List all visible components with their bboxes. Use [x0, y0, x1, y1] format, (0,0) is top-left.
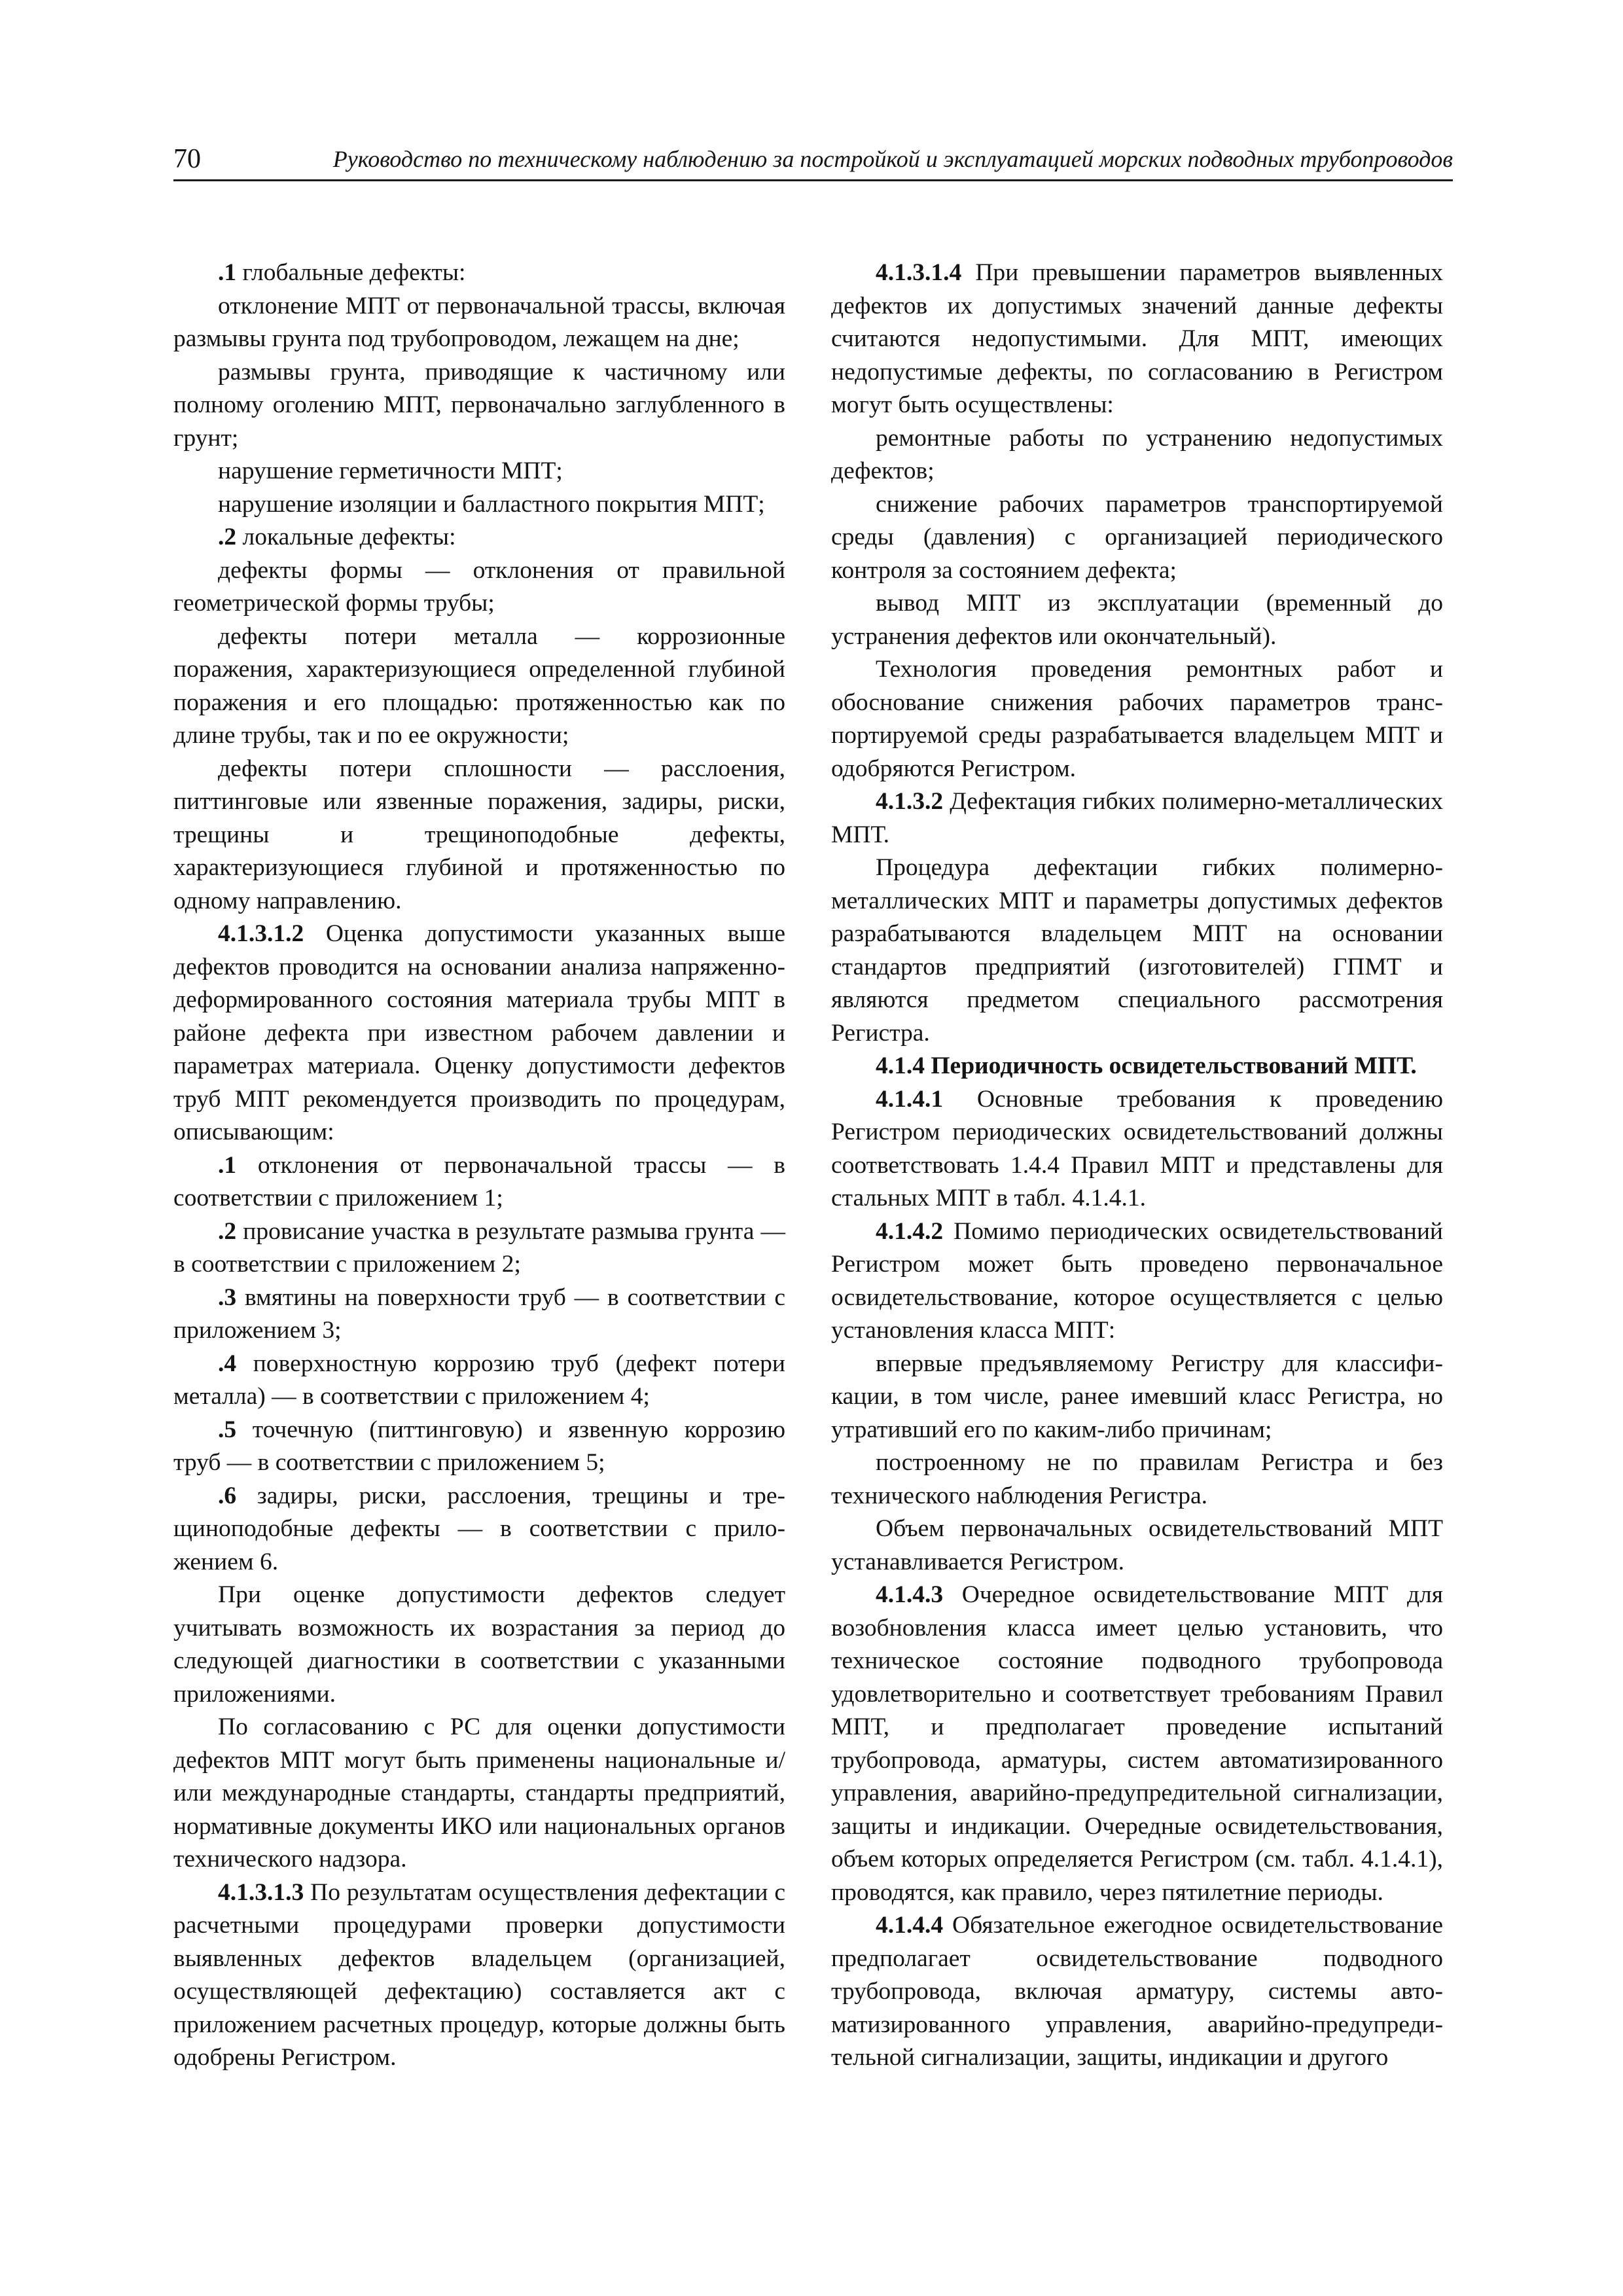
- paragraph: [173, 290, 785, 356]
- paragraph: [831, 1215, 1443, 1348]
- paragraph: [173, 455, 785, 488]
- paragraph: [831, 653, 1443, 785]
- paragraph: [831, 785, 1443, 852]
- clause-number: 4.1.4.1: [876, 1085, 944, 1113]
- clause-number: 4.1.3.1.4: [876, 259, 962, 286]
- paragraph: [173, 1149, 785, 1215]
- paragraph-text: ремонтные работы по устранению недопустимых дефектов;: [831, 424, 1443, 484]
- paragraph-text: По согласованию с РС для оценки допустимости дефектов МПТ могут быть применены национальные и/или международные стандарты, стандарты предприятий, нормативные документы ИКО или национальных органов технического надзора.: [173, 1713, 785, 1873]
- paragraph-text: По результатам осуществления дефектации с расчетными процедурами проверки допустимости выявленных дефектов владельцем (организацией, осуществляющей дефектацию) составляется акт с приложением расчетных процедур, которые должны быть одобрены Регистром.: [173, 1878, 785, 2071]
- paragraph-text: Обязательное ежегодное освидетельствование предполагает освидетельствование подводного трубопровода, включая арматуру, системы автоматизированного управления, аварийно-предупредительной сигнализации, защиты, индикации и другого: [831, 1912, 1443, 2071]
- paragraph: [173, 1711, 785, 1876]
- paragraph: [173, 1282, 785, 1348]
- paragraph: [173, 1348, 785, 1414]
- paragraph: [173, 1579, 785, 1711]
- paragraph: [173, 554, 785, 620]
- clause-number: .2: [218, 524, 237, 550]
- paragraph-text: впервые предъявляемому Регистру для классификации, в том числе, ранее имевший класс Регистра, но утративший его по каким-либо причинам;: [831, 1350, 1443, 1443]
- paragraph-text: глобальные дефекты:: [236, 259, 466, 286]
- paragraph: [173, 620, 785, 753]
- paragraph: [173, 1876, 785, 2075]
- left-column: [173, 257, 785, 2075]
- paragraph: [831, 422, 1443, 488]
- paragraph: [173, 1215, 785, 1282]
- running-title: Руководство по техническому наблюдению за постройкой и эксплуатацией морских подводных трубопроводов: [332, 146, 1453, 172]
- paragraph-text: задиры, риски, расслоения, трещины и трещиноподобные дефекты — в соответствии с приложением 6.: [173, 1482, 785, 1575]
- clause-number: .4: [218, 1350, 237, 1377]
- paragraph: [173, 356, 785, 456]
- paragraph: [831, 1050, 1443, 1083]
- paragraph: [173, 1480, 785, 1579]
- paragraph-text: размывы грунта, приводящие к частичному или полному оголению МПТ, первоначально заглубленного в грунт;: [173, 358, 785, 452]
- paragraph-text: Дефектация гибких полимерно-металлических МПТ.: [831, 788, 1443, 848]
- paragraph: [173, 488, 785, 522]
- paragraph-text: Основные требования к проведению Регистром периодических освидетельствований должны соответствовать 1.4.4 Правил МПТ и представлены для стальных МПТ в табл. 4.1.4.1.: [831, 1085, 1443, 1211]
- paragraph-text: построенному не по правилам Регистра и без технического наблюдения Регистра.: [831, 1449, 1443, 1509]
- paragraph: [173, 753, 785, 918]
- paragraph: [173, 1414, 785, 1480]
- paragraph-text: отклонения от первоначальной трассы — в соответствии с приложением 1;: [173, 1151, 785, 1211]
- right-column: [831, 257, 1443, 2075]
- paragraph-text: Очередное освидетельствование МПТ для возобновления класса имеет целью установить, что техническое состояние подводного трубопровода удовлетворительно и соответствует требованиям Правил МПТ, и предполагает проведение испытаний трубопровода, арматуры, систем автоматизированного управления, аварийно-предупредительной сигнализации, защиты и индикации. Очередные освидетельствования, объем которых определяется Регистром (см. табл. 4.1.4.1), проводятся, как правило, через пятилетние периоды.: [831, 1581, 1443, 1906]
- paragraph: [831, 488, 1443, 588]
- clause-number: .3: [218, 1283, 237, 1311]
- paragraph-text: нарушение герметичности МПТ;: [218, 457, 563, 484]
- paragraph-text: точечную (питтинговую) и язвенную коррозию труб — в соответствии с приложением 5;: [173, 1416, 785, 1476]
- clause-number: 4.1.4 Периодичность освидетельствований МПТ.: [876, 1052, 1417, 1079]
- page-number: 70: [173, 144, 201, 174]
- clause-number: 4.1.4.3: [876, 1581, 944, 1608]
- paragraph-text: Помимо периодических освидетельствований Регистром может быть проведено первоначальное освидетельствование, которое осуществляется с целью установления класса МПТ:: [831, 1217, 1443, 1344]
- paragraph: [173, 257, 785, 290]
- paragraph-text: При оценке допустимости дефектов следует учитывать возможность их возрастания за период до следующей диагностики в соответствии с указанными приложениями.: [173, 1581, 785, 1708]
- paragraph-text: провисание участка в результате размыва грунта — в соответствии с приложением 2;: [173, 1217, 785, 1278]
- paragraph-text: дефекты потери сплошности — расслоения, питтинговые или язвенные поражения, задиры, риски, трещины и трещиноподобные дефекты, характеризующиеся глубиной и протяженностью по одному направлению.: [173, 755, 785, 914]
- paragraph: [831, 852, 1443, 1050]
- paragraph-text: При превышении параметров выявленных дефектов их допустимых значений данные дефекты считаются недопустимыми. Для МПТ, имеющих недопустимые дефекты, по согласованию в Регистром могут быть осуществлены:: [831, 259, 1443, 418]
- paragraph: [831, 1513, 1443, 1579]
- paragraph-text: Технология проведения ремонтных работ и обоснование снижения рабочих параметров транспортируемой среды разрабатывается владельцем МПТ и одобряются Регистром.: [831, 656, 1443, 782]
- paragraph-text: вывод МПТ из эксплуатации (временный до устранения дефектов или окончательный).: [831, 590, 1443, 650]
- clause-number: 4.1.3.2: [876, 788, 944, 815]
- paragraph-text: нарушение изоляции и балластного покрытия МПТ;: [218, 490, 765, 518]
- paragraph: [173, 918, 785, 1149]
- paragraph-text: дефекты потери металла — коррозионные поражения, характеризующиеся определенной глубиной поражения и его площадью: протяженностью как по длине трубы, так и по ее окружности;: [173, 622, 785, 749]
- running-header: [173, 143, 1453, 181]
- paragraph-text: Оценка допустимости указанных выше дефектов проводится на основании анализа напряженно-деформированного состояния материала трубы МПТ в районе дефекта при известном рабочем давлении и параметрах материала. Оценку допустимости дефектов труб МПТ рекомендуется производить по процедурам, описывающим:: [173, 920, 785, 1145]
- paragraph-text: поверхностную коррозию труб (дефект потери металла) — в соответствии с приложением 4;: [173, 1350, 785, 1410]
- paragraph-text: вмятины на поверхности труб — в соответствии с приложением 3;: [173, 1283, 785, 1344]
- clause-number: .1: [218, 259, 237, 286]
- clause-number: 4.1.3.1.3: [218, 1878, 304, 1906]
- paragraph-text: отклонение МПТ от первоначальной трассы, включая размывы грунта под трубопроводом, лежащем на дне;: [173, 292, 785, 352]
- clause-number: .2: [218, 1217, 237, 1245]
- paragraph: [831, 1083, 1443, 1215]
- clause-number: .1: [218, 1151, 237, 1179]
- paragraph: [173, 521, 785, 554]
- paragraph-text: дефекты формы — отклонения от правильной геометрической формы трубы;: [173, 556, 785, 617]
- paragraph: [831, 587, 1443, 653]
- clause-number: .5: [218, 1416, 237, 1443]
- paragraph: [831, 1909, 1443, 2075]
- clause-number: 4.1.3.1.2: [218, 920, 304, 947]
- paragraph: [831, 1446, 1443, 1513]
- clause-number: 4.1.4.2: [876, 1217, 944, 1245]
- paragraph-text: снижение рабочих параметров транспортируемой среды (давления) с организацией периодического контроля за состоянием дефекта;: [831, 490, 1443, 584]
- paragraph-text: Процедура дефектации гибких полимерно-металлических МПТ и параметры допустимых дефектов разрабатываются владельцем МПТ на основании стандартов предприятий (изготовителей) ГПМТ и являются предметом специального рассмотрения Регистра.: [831, 854, 1443, 1047]
- clause-number: .6: [218, 1482, 237, 1509]
- paragraph-text: Объем первоначальных освидетельствований МПТ устанавливается Регистром.: [831, 1515, 1443, 1575]
- paragraph-text: локальные дефекты:: [236, 524, 456, 550]
- clause-number: 4.1.4.4: [876, 1912, 944, 1939]
- paragraph: [831, 257, 1443, 422]
- paragraph: [831, 1348, 1443, 1447]
- paragraph: [831, 1579, 1443, 1909]
